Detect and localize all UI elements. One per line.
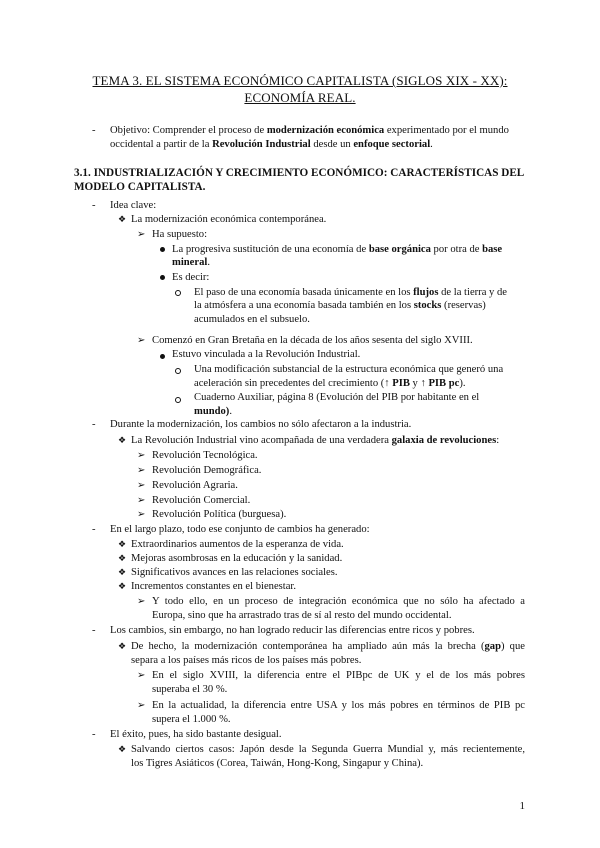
list-item: Incrementos constantes en el bienestar. — [131, 581, 297, 592]
bold-text: mineral — [172, 257, 208, 268]
diamond-bullet-icon: ❖ — [118, 553, 127, 563]
list-item: Revolución Comercial. — [152, 495, 251, 506]
list-item: Revolución Agraria. — [152, 480, 238, 491]
text: . — [229, 406, 232, 417]
arrow-bullet-icon: ➢ — [137, 450, 146, 461]
list-item — [172, 243, 502, 256]
list-item-continuation: separa a los países más ricos de los países más pobres. — [131, 655, 362, 666]
list-item: En el siglo XVIII, la diferencia entre el PIBpc de UK y el de los más pobres — [152, 670, 525, 681]
list-item: Mejoras asombrosas en la educación y la sanidad. — [131, 553, 343, 564]
arrow-bullet-icon: ➢ — [137, 509, 146, 520]
list-item-continuation — [172, 256, 210, 269]
text: La progresiva sustitución de una economía de — [172, 244, 369, 255]
arrow-bullet-icon: ➢ — [137, 670, 146, 681]
arrow-bullet-icon: ➢ — [137, 495, 146, 506]
diamond-bullet-icon: ❖ — [118, 744, 127, 754]
text: experimentado por el mundo — [384, 125, 509, 136]
list-item: Durante la modernización, los cambios no sólo afectaron a la industria. — [110, 419, 412, 430]
circle-bullet-icon — [175, 368, 181, 374]
list-item: Revolución Política (burguesa). — [152, 509, 287, 520]
page-number: 1 — [519, 800, 525, 812]
text: Objetivo: Comprender el proceso de — [110, 125, 267, 136]
bold-text: base orgánica — [368, 244, 431, 255]
bold-text: mundo) — [194, 406, 230, 417]
title-line-2: ECONOMÍA REAL. — [244, 90, 356, 105]
arrow-bullet-icon: ➢ — [137, 335, 146, 346]
list-item-continuation — [194, 405, 232, 418]
list-item: En el largo plazo, todo ese conjunto de cambios ha generado: — [110, 524, 370, 535]
text: ). — [459, 378, 466, 389]
text: El paso de una economía basada únicamente en los — [194, 287, 414, 298]
list-item: Y todo ello, en un proceso de integración económica que no sólo ha afectado a — [152, 596, 525, 607]
list-item-continuation — [194, 299, 486, 312]
list-item: Una modificación substancial de la estructura económica que generó una — [194, 364, 504, 375]
bold-text: flujos — [413, 287, 439, 298]
diamond-bullet-icon: ❖ — [118, 641, 127, 651]
arrow-bullet-icon: ➢ — [137, 700, 146, 711]
text: aceleración sin precedentes del crecimiento ( — [194, 378, 385, 389]
text: y — [409, 378, 421, 389]
text: la atmósfera a una economía basada también en los — [194, 300, 414, 311]
dash-bullet: - — [92, 524, 96, 535]
list-item: Comenzó en Gran Bretaña en la década de los años sesenta del siglo XVIII. — [152, 335, 473, 346]
document-title — [80, 72, 520, 106]
text: : — [496, 435, 500, 446]
section-heading-line-2: MODELO CAPITALISTA. — [74, 181, 206, 193]
bold-text: stocks — [413, 300, 442, 311]
list-item-continuation — [194, 377, 466, 390]
diamond-bullet-icon: ❖ — [118, 567, 127, 577]
bold-text: base — [482, 244, 503, 255]
text: . — [430, 139, 433, 150]
dash-bullet: - — [92, 625, 96, 636]
arrow-bullet-icon: ➢ — [137, 480, 146, 491]
objetivo-line-2 — [110, 138, 433, 151]
list-item — [131, 640, 525, 653]
text: occidental a partir de la — [110, 139, 213, 150]
list-item: El éxito, pues, ha sido bastante desigual. — [110, 729, 282, 740]
text: (reservas) — [441, 300, 486, 311]
list-item: Ha supuesto: — [152, 229, 208, 240]
disc-bullet-icon — [160, 275, 165, 280]
list-item: En la actualidad, la diferencia entre USA y los más pobres en términos de PIB pc — [152, 700, 525, 711]
text: por otra de — [430, 244, 483, 255]
list-item: Revolución Demográfica. — [152, 465, 262, 476]
diamond-bullet-icon: ❖ — [118, 435, 127, 445]
bold-text: Revolución Industrial — [212, 139, 311, 150]
list-item-continuation: acumulados en el subsuelo. — [194, 314, 310, 325]
dash-bullet: - — [92, 729, 96, 740]
text: desde un — [310, 139, 354, 150]
circle-bullet-icon — [175, 397, 181, 403]
list-item-continuation: supera el 1.000 %. — [152, 714, 231, 725]
list-item: Idea clave: — [110, 200, 157, 211]
bold-text: gap — [484, 641, 501, 652]
list-item-continuation: los Tigres Asiáticos (Corea, Taiwán, Hong-Kong, Singapur y China). — [131, 758, 424, 769]
list-item: Salvando ciertos casos: Japón desde la Segunda Guerra Mundial y, más recientemente, — [131, 744, 525, 755]
circle-bullet-icon — [175, 290, 181, 296]
arrow-bullet-icon: ➢ — [137, 229, 146, 240]
list-item: Cuaderno Auxiliar, página 8 (Evolución del PIB por habitante en el — [194, 392, 480, 403]
list-item — [131, 434, 499, 447]
bold-text: enfoque sectorial — [353, 139, 431, 150]
text: ) que — [501, 641, 525, 652]
list-item — [194, 286, 507, 299]
text: . — [207, 257, 210, 268]
bold-text: modernización económica — [266, 125, 385, 136]
bold-text: galaxia de revoluciones — [391, 435, 497, 446]
arrow-bullet-icon: ➢ — [137, 465, 146, 476]
bold-text: ↑ PIB — [384, 378, 410, 389]
section-heading-line-1: 3.1. INDUSTRIALIZACIÓN Y CRECIMIENTO ECONÓMICO: CARACTERÍSTICAS DEL — [74, 167, 525, 179]
title-line-1: TEMA 3. EL SISTEMA ECONÓMICO CAPITALISTA (SIGLOS XIX - XX): — [92, 73, 508, 88]
dash-bullet: - — [92, 125, 96, 136]
disc-bullet-icon — [160, 354, 165, 359]
list-item: Los cambios, sin embargo, no han logrado reducir las diferencias entre ricos y pobres. — [110, 625, 475, 636]
dash-bullet: - — [92, 419, 96, 430]
list-item: Significativos avances en las relaciones sociales. — [131, 567, 338, 578]
disc-bullet-icon — [160, 247, 165, 252]
text: de la tierra y de — [438, 287, 507, 298]
list-item: Revolución Tecnológica. — [152, 450, 258, 461]
dash-bullet: - — [92, 200, 96, 211]
text: De hecho, la modernización contemporánea ha ampliado aún más la brecha ( — [131, 641, 485, 652]
diamond-bullet-icon: ❖ — [118, 581, 127, 591]
list-item: Extraordinarios aumentos de la esperanza de vida. — [131, 539, 344, 550]
arrow-bullet-icon: ➢ — [137, 596, 146, 607]
list-item: La modernización económica contemporánea. — [131, 214, 327, 225]
list-item-continuation: superaba el 30 %. — [152, 684, 228, 695]
list-item: Estuvo vinculada a la Revolución Industrial. — [172, 349, 361, 360]
bold-text: ↑ PIB pc — [420, 378, 460, 389]
diamond-bullet-icon: ❖ — [118, 539, 127, 549]
text: La Revolución Industrial vino acompañada de una verdadera — [131, 435, 392, 446]
objetivo-line-1 — [110, 124, 509, 137]
diamond-bullet-icon: ❖ — [118, 214, 127, 224]
list-item: Es decir: — [172, 272, 210, 283]
list-item-continuation: Europa, sino que ha arrastrado tras de sí al resto del mundo occidental. — [152, 610, 452, 621]
